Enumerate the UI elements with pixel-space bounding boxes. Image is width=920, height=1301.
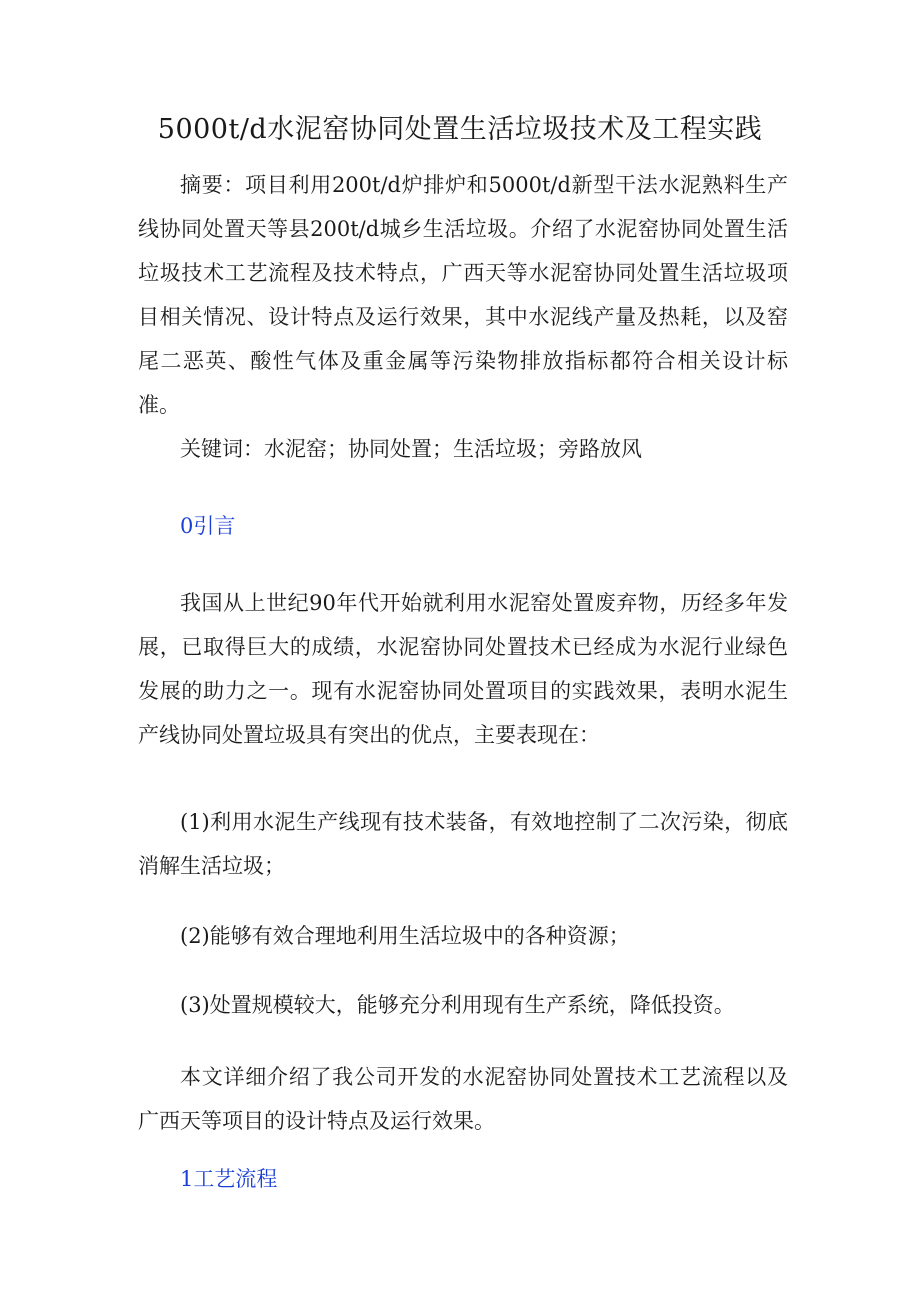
list-item-point-2: (2)能够有效合理地利用生活垃圾中的各种资源； [180, 924, 630, 948]
list-item-point-1: (1)利用水泥生产线现有技术装备，有效地控制了二次污染，彻底消解生活垃圾； [138, 810, 788, 878]
intro-paragraph: 我国从上世纪90年代开始就利用水泥窑处置废弃物，历经多年发展，已取得巨大的成绩，水泥窑协同处置技术已经成为水泥行业绿色发展的助力之一。现有水泥窑协同处置项目的实践效果，表明水泥生产线协同处置垃圾具有突出的优点，主要表现在： [138, 591, 788, 747]
document-title: 5000t/d水泥窑协同处置生活垃圾技术及工程实践 [157, 114, 763, 145]
section-heading-process-flow: 1工艺流程 [180, 1167, 278, 1191]
list-item-point-3: (3)处置规模较大，能够充分利用现有生产系统，降低投资。 [180, 993, 735, 1017]
section-heading-introduction: 0引言 [180, 514, 236, 538]
abstract-paragraph: 摘要：项目利用200t/d炉排炉和5000t/d新型干法水泥熟料生产线协同处置天等县200t/d城乡生活垃圾。介绍了水泥窑协同处置生活垃圾技术工艺流程及技术特点，广西天等水泥窑协同处置生活垃圾项目相关情况、设计特点及运行效果，其中水泥线产量及热耗，以及窑尾二恶英、酸性气体及重金属等污染物排放指标都符合相关设计标准。 [138, 173, 788, 417]
summary-paragraph: 本文详细介绍了我公司开发的水泥窑协同处置技术工艺流程以及广西天等项目的设计特点及运行效果。 [138, 1065, 788, 1133]
keywords-line: 关键词：水泥窑；协同处置；生活垃圾；旁路放风 [180, 437, 642, 461]
